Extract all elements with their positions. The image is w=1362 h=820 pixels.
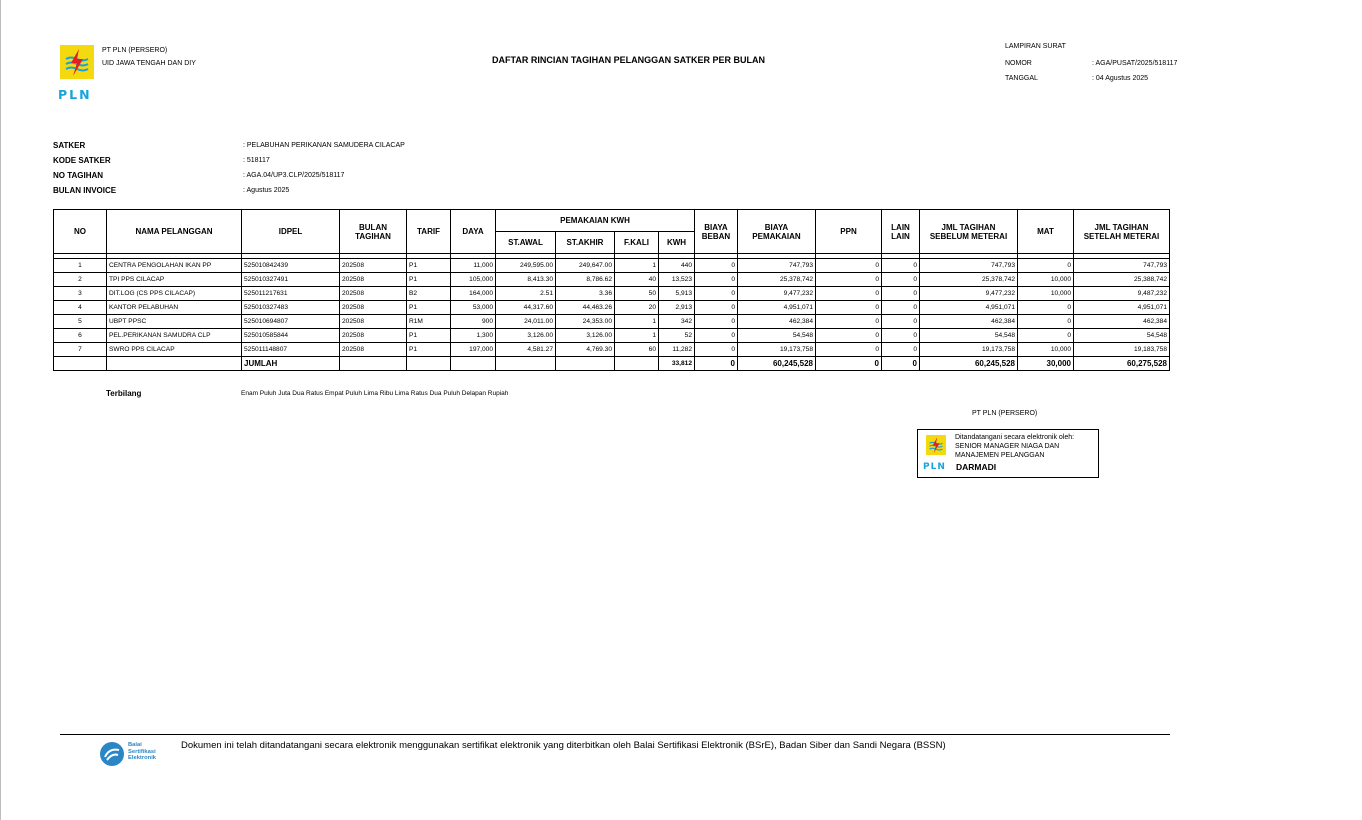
header-st-awal: ST.AWAL xyxy=(496,232,556,254)
cell-ppn: 0 xyxy=(816,315,882,329)
cell-bulan: 202508 xyxy=(340,287,407,301)
cell-st-awal: 44,317.60 xyxy=(496,301,556,315)
cell-lain: 0 xyxy=(882,259,920,273)
cell-no: 2 xyxy=(54,273,107,287)
bsre-line3: Elektronik xyxy=(128,755,157,761)
total-biaya-beban: 0 xyxy=(695,357,738,371)
cell-st-awal: 4,581.27 xyxy=(496,343,556,357)
page-border xyxy=(0,0,1,820)
cell-biaya-pemakaian: 25,378,742 xyxy=(738,273,816,287)
cell-no: 1 xyxy=(54,259,107,273)
signer-name: DARMADI xyxy=(956,462,997,472)
header-f-kali: F.KALI xyxy=(615,232,659,254)
cell-jml-setelah: 9,487,232 xyxy=(1074,287,1170,301)
company-name: PT PLN (PERSERO) xyxy=(102,47,168,54)
cell-lain: 0 xyxy=(882,329,920,343)
cell-jml-setelah: 747,793 xyxy=(1074,259,1170,273)
cell-biaya-beban: 0 xyxy=(695,273,738,287)
cell-ppn: 0 xyxy=(816,329,882,343)
cell-nama: TPI PPS CILACAP xyxy=(107,273,242,287)
cell-biaya-pemakaian: 4,951,071 xyxy=(738,301,816,315)
cell-tarif: R1M xyxy=(407,315,451,329)
cell-tarif: B2 xyxy=(407,287,451,301)
cell-tarif: P1 xyxy=(407,259,451,273)
table-row xyxy=(54,315,1170,329)
lampiran-heading: LAMPIRAN SURAT xyxy=(1005,43,1066,50)
cell-biaya-pemakaian: 54,548 xyxy=(738,329,816,343)
cell-kwh: 342 xyxy=(659,315,695,329)
cell-kwh: 440 xyxy=(659,259,695,273)
pln-logo xyxy=(58,45,96,103)
cell-tarif: P1 xyxy=(407,343,451,357)
cell-lain: 0 xyxy=(882,315,920,329)
header-st-akhir: ST.AKHIR xyxy=(556,232,615,254)
cell-mat: 10,000 xyxy=(1018,287,1074,301)
cell-daya: 900 xyxy=(451,315,496,329)
footer-divider xyxy=(60,734,1170,735)
no-tagihan-value: : AGA.04/UP3.CLP/2025/518117 xyxy=(243,172,345,179)
cell-f-kali: 60 xyxy=(615,343,659,357)
cell-idpel: 525010585844 xyxy=(242,329,340,343)
cell-nama: CENTRA PENGOLAHAN IKAN PP xyxy=(107,259,242,273)
cell-ppn: 0 xyxy=(816,287,882,301)
total-mat: 30,000 xyxy=(1018,357,1074,371)
bsre-line1: Balai xyxy=(128,742,142,748)
cell-biaya-pemakaian: 19,173,758 xyxy=(738,343,816,357)
total-jml-setelah: 60,275,528 xyxy=(1074,357,1170,371)
cell-biaya-beban: 0 xyxy=(695,259,738,273)
cell-mat: 0 xyxy=(1018,329,1074,343)
page-title: DAFTAR RINCIAN TAGIHAN PELANGGAN SATKER PER BULAN xyxy=(492,55,765,65)
cell-no: 4 xyxy=(54,301,107,315)
cell-idpel: 525011148807 xyxy=(242,343,340,357)
position-line2: MANAJEMEN PELANGGAN xyxy=(955,452,1045,459)
bulan-invoice-label: BULAN INVOICE xyxy=(53,186,117,195)
cell-st-awal: 2.51 xyxy=(496,287,556,301)
terbilang-value: Enam Puluh Juta Dua Ratus Empat Puluh Lima Ribu Lima Ratus Dua Puluh Delapan Rupiah xyxy=(241,390,509,397)
satker-label: SATKER xyxy=(53,141,86,150)
nomor-value: : AGA/PUSAT/2025/518117 xyxy=(1092,60,1178,67)
cell-no: 6 xyxy=(54,329,107,343)
cell-ppn: 0 xyxy=(816,301,882,315)
cell-ppn: 0 xyxy=(816,273,882,287)
bsre-line2: Sertifikasi xyxy=(128,748,156,755)
cell-st-akhir: 4,769.30 xyxy=(556,343,615,357)
cell-kwh: 5,913 xyxy=(659,287,695,301)
cell-biaya-pemakaian: 462,384 xyxy=(738,315,816,329)
billing-table xyxy=(53,209,1170,371)
terbilang-label: Terbilang xyxy=(106,389,142,398)
cell-f-kali: 50 xyxy=(615,287,659,301)
cell-biaya-beban: 0 xyxy=(695,343,738,357)
cell-biaya-pemakaian: 747,793 xyxy=(738,259,816,273)
header-mat: MAT xyxy=(1018,210,1074,254)
cell-daya: 197,000 xyxy=(451,343,496,357)
cell-st-akhir: 249,647.00 xyxy=(556,259,615,273)
cell-no: 7 xyxy=(54,343,107,357)
cell-jml-sebelum: 462,384 xyxy=(920,315,1018,329)
cell-idpel: 525010842439 xyxy=(242,259,340,273)
cell-kwh: 52 xyxy=(659,329,695,343)
cell-bulan: 202508 xyxy=(340,301,407,315)
header-biaya-beban: BIAYA BEBAN xyxy=(695,210,738,254)
table-row xyxy=(54,259,1170,273)
cell-daya: 1,300 xyxy=(451,329,496,343)
cell-bulan: 202508 xyxy=(340,329,407,343)
total-ppn: 0 xyxy=(816,357,882,371)
header-no: NO xyxy=(54,210,107,254)
cell-jml-setelah: 4,951,071 xyxy=(1074,301,1170,315)
cell-st-akhir: 3.36 xyxy=(556,287,615,301)
cell-st-awal: 249,595.00 xyxy=(496,259,556,273)
cell-st-akhir: 3,126.00 xyxy=(556,329,615,343)
cell-nama: SWRO PPS CILACAP xyxy=(107,343,242,357)
total-jml-sebelum: 60,245,528 xyxy=(920,357,1018,371)
cell-daya: 53,000 xyxy=(451,301,496,315)
tanggal-value: : 04 Agustus 2025 xyxy=(1092,75,1149,82)
lightning-icon xyxy=(60,45,94,79)
total-label: JUMLAH xyxy=(242,357,340,371)
header-pemakaian-kwh: PEMAKAIAN KWH xyxy=(496,210,695,232)
total-biaya-pemakaian: 60,245,528 xyxy=(738,357,816,371)
cell-st-akhir: 8,786.62 xyxy=(556,273,615,287)
cell-bulan: 202508 xyxy=(340,315,407,329)
cell-lain: 0 xyxy=(882,343,920,357)
position-line1: SENIOR MANAGER NIAGA DAN xyxy=(955,443,1060,450)
cell-tarif: P1 xyxy=(407,273,451,287)
cell-tarif: P1 xyxy=(407,329,451,343)
total-row xyxy=(54,357,1170,371)
cell-nama: DIT.LOG (CS PPS CILACAP) xyxy=(107,287,242,301)
signature-logo-text: PLN xyxy=(923,462,946,472)
cell-no: 5 xyxy=(54,315,107,329)
cell-biaya-beban: 0 xyxy=(695,329,738,343)
cell-tarif: P1 xyxy=(407,301,451,315)
cell-f-kali: 1 xyxy=(615,329,659,343)
cell-jml-sebelum: 25,378,742 xyxy=(920,273,1018,287)
cell-bulan: 202508 xyxy=(340,273,407,287)
header-idpel: IDPEL xyxy=(242,210,340,254)
company-unit: UID JAWA TENGAH DAN DIY xyxy=(102,60,196,67)
header-biaya-pemakaian: BIAYA PEMAKAIAN xyxy=(738,210,816,254)
cell-st-awal: 8,413.30 xyxy=(496,273,556,287)
header-ppn: PPN xyxy=(816,210,882,254)
kode-satker-value: : 518117 xyxy=(243,157,270,164)
cell-daya: 164,000 xyxy=(451,287,496,301)
bulan-invoice-value: : Agustus 2025 xyxy=(243,187,290,194)
cell-idpel: 525010327491 xyxy=(242,273,340,287)
bsre-logo-text xyxy=(128,742,156,762)
cell-daya: 11,000 xyxy=(451,259,496,273)
cell-f-kali: 1 xyxy=(615,259,659,273)
bsre-logo-icon xyxy=(100,742,124,766)
cell-bulan: 202508 xyxy=(340,259,407,273)
cell-jml-setelah: 19,183,758 xyxy=(1074,343,1170,357)
cell-jml-setelah: 462,384 xyxy=(1074,315,1170,329)
cell-st-akhir: 24,353.00 xyxy=(556,315,615,329)
cell-st-awal: 3,126.00 xyxy=(496,329,556,343)
cell-kwh: 13,523 xyxy=(659,273,695,287)
cell-ppn: 0 xyxy=(816,343,882,357)
cell-nama: UBPT PPSC xyxy=(107,315,242,329)
table-row xyxy=(54,287,1170,301)
cell-jml-setelah: 25,388,742 xyxy=(1074,273,1170,287)
satker-value: : PELABUHAN PERIKANAN SAMUDERA CILACAP xyxy=(243,142,405,149)
signed-by: Ditandatangani secara elektronik oleh: xyxy=(955,434,1075,441)
nomor-label: NOMOR xyxy=(1005,60,1032,67)
signature-text xyxy=(955,433,1074,460)
tanggal-label: TANGGAL xyxy=(1005,75,1038,82)
cell-mat: 0 xyxy=(1018,259,1074,273)
cell-ppn: 0 xyxy=(816,259,882,273)
cell-jml-sebelum: 4,951,071 xyxy=(920,301,1018,315)
signature-company: PT PLN (PERSERO) xyxy=(972,410,1038,417)
cell-idpel: 525010694807 xyxy=(242,315,340,329)
table-row xyxy=(54,343,1170,357)
header-nama-pelanggan: NAMA PELANGGAN xyxy=(107,210,242,254)
cell-mat: 10,000 xyxy=(1018,273,1074,287)
cell-bulan: 202508 xyxy=(340,343,407,357)
signature-box xyxy=(917,429,1099,478)
cell-f-kali: 1 xyxy=(615,315,659,329)
cell-jml-sebelum: 9,477,232 xyxy=(920,287,1018,301)
cell-lain: 0 xyxy=(882,301,920,315)
header-jml-setelah: JML TAGIHAN SETELAH METERAI xyxy=(1074,210,1170,254)
cell-biaya-beban: 0 xyxy=(695,315,738,329)
cell-mat: 0 xyxy=(1018,301,1074,315)
cell-idpel: 525011217631 xyxy=(242,287,340,301)
no-tagihan-label: NO TAGIHAN xyxy=(53,171,104,180)
cell-st-akhir: 44,463.26 xyxy=(556,301,615,315)
total-lain: 0 xyxy=(882,357,920,371)
header-kwh: KWH xyxy=(659,232,695,254)
cell-idpel: 525010327483 xyxy=(242,301,340,315)
cell-jml-sebelum: 54,548 xyxy=(920,329,1018,343)
cell-mat: 0 xyxy=(1018,315,1074,329)
cell-no: 3 xyxy=(54,287,107,301)
logo-text: PLN xyxy=(58,87,92,102)
cell-nama: PEL.PERIKANAN SAMUDRA CLP xyxy=(107,329,242,343)
kode-satker-label: KODE SATKER xyxy=(53,156,111,165)
table-row xyxy=(54,273,1170,287)
table-row xyxy=(54,329,1170,343)
cell-f-kali: 40 xyxy=(615,273,659,287)
cell-st-awal: 24,011.00 xyxy=(496,315,556,329)
cell-nama: KANTOR PELABUHAN xyxy=(107,301,242,315)
cell-kwh: 11,282 xyxy=(659,343,695,357)
cell-lain: 0 xyxy=(882,287,920,301)
cell-f-kali: 20 xyxy=(615,301,659,315)
table-row xyxy=(54,301,1170,315)
header-bulan-tagihan: BULAN TAGIHAN xyxy=(340,210,407,254)
footer-text: Dokumen ini telah ditandatangani secara elektronik menggunakan sertifikat elektronik yang diterbitkan oleh Balai Sertifikasi Elektronik (BSrE), Badan Siber dan Sandi Negara (BSSN) xyxy=(181,740,946,751)
cell-lain: 0 xyxy=(882,273,920,287)
total-kwh: 33,812 xyxy=(659,357,695,371)
lightning-icon xyxy=(926,435,946,455)
header-daya: DAYA xyxy=(451,210,496,254)
header-tarif: TARIF xyxy=(407,210,451,254)
cell-daya: 105,000 xyxy=(451,273,496,287)
cell-jml-sebelum: 747,793 xyxy=(920,259,1018,273)
cell-biaya-pemakaian: 9,477,232 xyxy=(738,287,816,301)
cell-biaya-beban: 0 xyxy=(695,301,738,315)
cell-jml-setelah: 54,548 xyxy=(1074,329,1170,343)
cell-mat: 10,000 xyxy=(1018,343,1074,357)
header-jml-sebelum: JML TAGIHAN SEBELUM METERAI xyxy=(920,210,1018,254)
cell-kwh: 2,913 xyxy=(659,301,695,315)
header-lain-lain: LAIN LAIN xyxy=(882,210,920,254)
cell-biaya-beban: 0 xyxy=(695,287,738,301)
cell-jml-sebelum: 19,173,758 xyxy=(920,343,1018,357)
